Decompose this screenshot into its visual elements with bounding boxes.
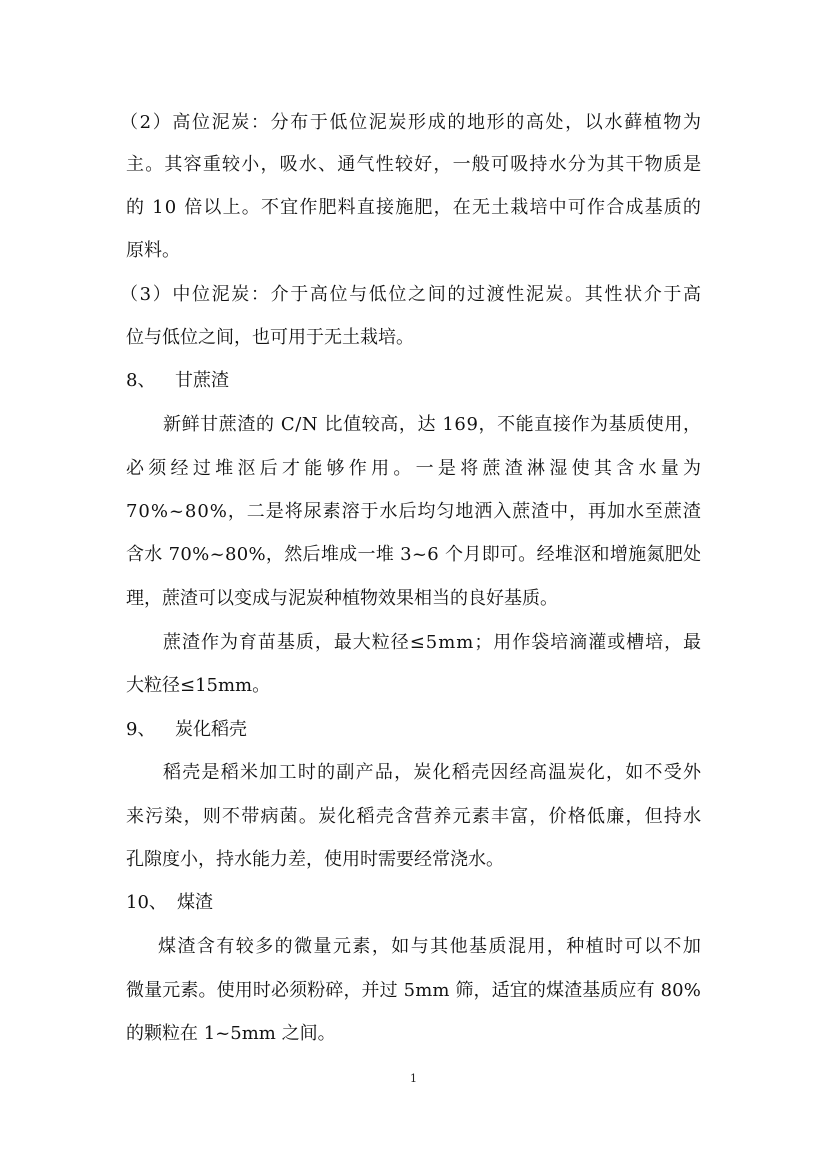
text-line: （3）中位泥炭：介于高位与低位之间的过渡性泥炭。其性状介于高	[120, 284, 703, 305]
text-line: 煤渣含有较多的微量元素，如与其他基质混用，种植时可以不加	[158, 936, 703, 957]
page-number: 1	[410, 1072, 417, 1085]
text-line: 蔗渣作为育苗基质，最大粒径≤5mm；用作袋培滴灌或槽培，最	[163, 632, 703, 653]
text-line: 来污染，则不带病菌。炭化稻壳含营养元素丰富，价格低廉，但持水	[126, 806, 703, 827]
text-line: （2）高位泥炭：分布于低位泥炭形成的地形的高处，以水藓植物为	[120, 112, 703, 133]
text-line: 孔隙度小，持水能力差，使用时需要经常浇水。	[126, 849, 504, 870]
heading-number: 9、	[126, 719, 156, 740]
heading-title: 炭化稻壳	[175, 719, 247, 740]
heading-title: 煤渣	[177, 892, 213, 913]
text-line: 微量元素。使用时必须粉碎，并过 5mm 筛，适宜的煤渣基质应有 80%	[126, 980, 701, 1001]
text-line: 理，蔗渣可以变成与泥炭种植物效果相当的良好基质。	[126, 588, 558, 609]
text-line: 必须经过堆沤后才能够作用。一是将蔗渣淋湿使其含水量为	[126, 458, 706, 479]
heading-number: 10、	[126, 892, 167, 913]
heading-title: 甘蔗渣	[175, 370, 229, 391]
text-line: 的颗粒在 1~5mm 之间。	[126, 1023, 336, 1044]
text-line: 70%~80%，二是将尿素溶于水后均匀地洒入蔗渣中，再加水至蔗渣	[126, 501, 702, 522]
text-line: 稻壳是稻米加工时的副产品，炭化稻壳因经高温炭化，如不受外	[163, 762, 703, 783]
text-line: 大粒径≤15mm。	[126, 675, 271, 696]
text-line: 含水 70%~80%，然后堆成一堆 3~6 个月即可。经堆沤和增施氮肥处	[126, 544, 702, 565]
text-line: 原料。	[126, 240, 180, 261]
text-line: 新鲜甘蔗渣的 C/N 比值较高，达 169，不能直接作为基质使用，	[163, 414, 702, 435]
text-line: 主。其容重较小，吸水、通气性较好，一般可吸持水分为其干物质是	[126, 154, 703, 175]
text-line: 位与低位之间，也可用于无土栽培。	[126, 327, 414, 348]
text-line: 的 10 倍以上。不宜作肥料直接施肥，在无土栽培中可作合成基质的	[126, 197, 703, 218]
heading-number: 8、	[126, 370, 156, 391]
